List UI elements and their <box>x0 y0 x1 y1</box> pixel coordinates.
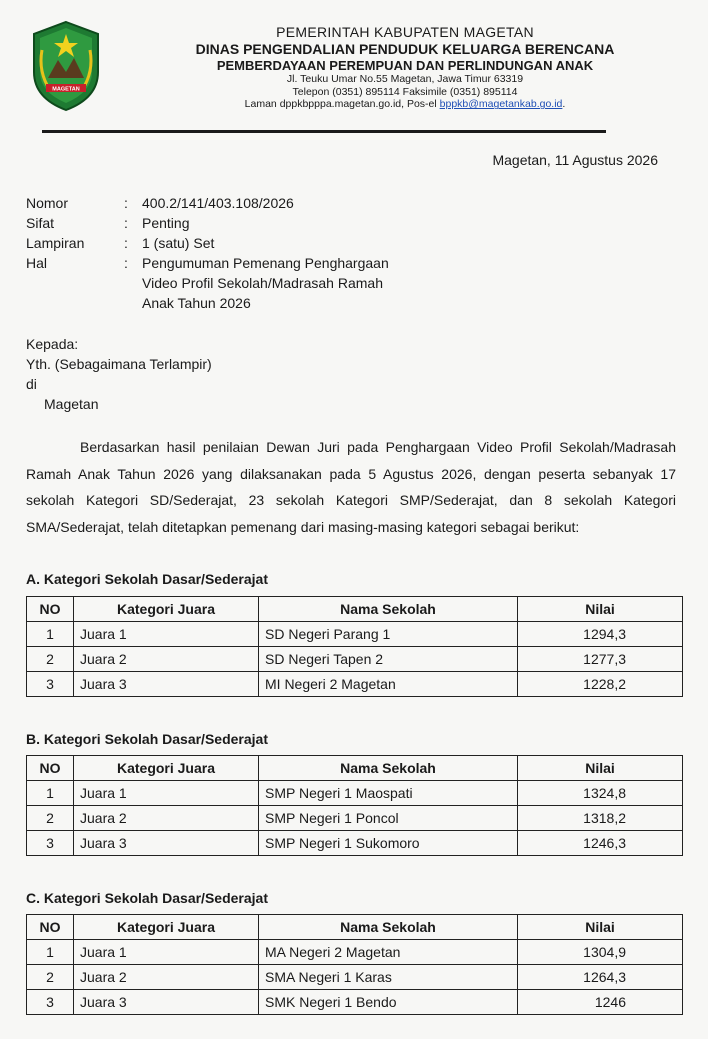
cell-no: 1 <box>27 622 74 647</box>
cell-kategori: Juara 1 <box>74 622 259 647</box>
recipient-name: Yth. (Sebagaimana Terlampir) <box>26 356 212 372</box>
table-row <box>27 806 683 831</box>
web-suffix: . <box>562 98 566 111</box>
table-row <box>27 781 683 806</box>
cell-nama: SMP Negeri 1 Sukomoro <box>259 831 518 856</box>
meta-colon: : <box>124 215 128 231</box>
meta-colon: : <box>124 235 128 251</box>
letter-meta <box>26 193 462 313</box>
table-row <box>27 990 683 1015</box>
hal-cont-2: Anak Tahun 2026 <box>142 295 251 311</box>
hal-cont-1: Video Profil Sekolah/Madrasah Ramah <box>142 275 383 291</box>
th-nama: Nama Sekolah <box>259 915 518 940</box>
table-header-row <box>27 597 683 622</box>
cell-nama: SMP Negeri 1 Maospati <box>259 781 518 806</box>
meta-row <box>26 253 462 273</box>
letterhead-gov: PEMERINTAH KABUPATEN MAGETAN <box>276 24 534 40</box>
cell-nama: MI Negeri 2 Magetan <box>259 672 518 697</box>
th-kategori: Kategori Juara <box>74 756 259 781</box>
table-row <box>27 831 683 856</box>
table-header-row <box>27 915 683 940</box>
recipient-label: Kepada: <box>26 336 79 352</box>
meta-row-cont <box>26 273 462 293</box>
cell-nilai: 1324,8 <box>518 781 683 806</box>
cell-nilai: 1294,3 <box>518 622 683 647</box>
cell-kategori: Juara 3 <box>74 990 259 1015</box>
letterhead-agency: DINAS PENGENDALIAN PENDUDUK KELUARGA BERENCANA <box>195 40 615 57</box>
section-b-table <box>26 755 683 856</box>
cell-nilai: 1246 <box>518 990 683 1015</box>
cell-kategori: Juara 1 <box>74 940 259 965</box>
cell-nilai: 1264,3 <box>518 965 683 990</box>
cell-kategori: Juara 1 <box>74 781 259 806</box>
meta-key: Lampiran <box>26 235 85 251</box>
cell-kategori: Juara 2 <box>74 647 259 672</box>
meta-value: Penting <box>142 215 190 231</box>
th-nama: Nama Sekolah <box>259 756 518 781</box>
cell-nilai: 1228,2 <box>518 672 683 697</box>
cell-no: 3 <box>27 831 74 856</box>
cell-no: 1 <box>27 940 74 965</box>
letterhead-web <box>150 98 660 111</box>
cell-nilai: 1318,2 <box>518 806 683 831</box>
cell-kategori: Juara 3 <box>74 831 259 856</box>
cell-no: 2 <box>27 965 74 990</box>
recipient-place: Magetan <box>44 396 99 412</box>
logo-text: MAGETAN <box>52 86 80 93</box>
section-b-title: B. Kategori Sekolah Dasar/Sederajat <box>26 731 268 747</box>
th-nilai: Nilai <box>518 915 683 940</box>
cell-no: 2 <box>27 806 74 831</box>
cell-no: 3 <box>27 990 74 1015</box>
cell-nama: SD Negeri Tapen 2 <box>259 647 518 672</box>
th-kategori: Kategori Juara <box>74 597 259 622</box>
cell-nilai: 1246,3 <box>518 831 683 856</box>
th-kategori: Kategori Juara <box>74 915 259 940</box>
meta-row <box>26 213 462 233</box>
cell-no: 3 <box>27 672 74 697</box>
meta-colon: : <box>124 255 128 271</box>
section-c-table <box>26 914 683 1015</box>
letterhead-phone: Telepon (0351) 895114 Faksimile (0351) 895114 <box>292 85 518 98</box>
body-paragraph: Berdasarkan hasil penilaian Dewan Juri pada Penghargaan Video Profil Sekolah/Madrasah Ramah Anak Tahun 2026 yang dilaksanakan pada 5 Agustus 2026, dengan peserta sebanyak 17 sekolah Kategori SD/Sederajat, 23 sekolah Kategori SMP/Sederajat, dan 8 sekolah Kategori SMA/Sederajat, telah ditetapkan pemenang dari masing-masing kategori sebagai berikut: <box>26 439 676 535</box>
meta-row <box>26 233 462 253</box>
cell-no: 2 <box>27 647 74 672</box>
meta-value: 400.2/141/403.108/2026 <box>142 195 294 211</box>
th-nilai: Nilai <box>518 597 683 622</box>
letterhead-agency-2: PEMBERDAYAAN PEREMPUAN DAN PERLINDUNGAN ANAK <box>216 57 594 73</box>
web-prefix: Laman dppkbpppa.magetan.go.id, Pos-el <box>244 98 440 111</box>
th-no: NO <box>27 597 74 622</box>
th-nilai: Nilai <box>518 756 683 781</box>
cell-nama: MA Negeri 2 Magetan <box>259 940 518 965</box>
meta-key: Nomor <box>26 195 69 211</box>
section-c-title: C. Kategori Sekolah Dasar/Sederajat <box>26 890 268 906</box>
th-no: NO <box>27 756 74 781</box>
table-row <box>27 622 683 647</box>
meta-row <box>26 193 462 213</box>
cell-nama: SMA Negeri 1 Karas <box>259 965 518 990</box>
magetan-crest-logo <box>28 20 104 112</box>
letterhead-address: Jl. Teuku Umar No.55 Magetan, Jawa Timur 63319 <box>286 73 524 86</box>
meta-value: 1 (satu) Set <box>142 235 215 251</box>
table-row <box>27 647 683 672</box>
section-a-table <box>26 596 683 697</box>
letter-date: Magetan, 11 Agustus 2026 <box>492 152 658 168</box>
meta-colon: : <box>124 195 128 211</box>
meta-key: Hal <box>26 255 48 271</box>
meta-value: Pengumuman Pemenang Penghargaan <box>142 255 389 271</box>
cell-nama: SMP Negeri 1 Poncol <box>259 806 518 831</box>
th-nama: Nama Sekolah <box>259 597 518 622</box>
table-row <box>27 940 683 965</box>
cell-nilai: 1277,3 <box>518 647 683 672</box>
letterhead-divider <box>42 130 606 133</box>
recipient-di: di <box>26 376 37 392</box>
cell-no: 1 <box>27 781 74 806</box>
cell-nama: SD Negeri Parang 1 <box>259 622 518 647</box>
letterhead <box>150 24 660 111</box>
section-a-title: A. Kategori Sekolah Dasar/Sederajat <box>26 571 268 587</box>
meta-key: Sifat <box>26 215 55 231</box>
cell-nama: SMK Negeri 1 Bendo <box>259 990 518 1015</box>
th-no: NO <box>27 915 74 940</box>
meta-row-cont <box>26 293 462 313</box>
recipient-block <box>26 334 212 414</box>
table-row <box>27 965 683 990</box>
cell-kategori: Juara 2 <box>74 806 259 831</box>
table-row <box>27 672 683 697</box>
table-header-row <box>27 756 683 781</box>
cell-nilai: 1304,9 <box>518 940 683 965</box>
email-link[interactable]: bppkb@magetankab.go.id <box>439 98 563 111</box>
cell-kategori: Juara 3 <box>74 672 259 697</box>
cell-kategori: Juara 2 <box>74 965 259 990</box>
